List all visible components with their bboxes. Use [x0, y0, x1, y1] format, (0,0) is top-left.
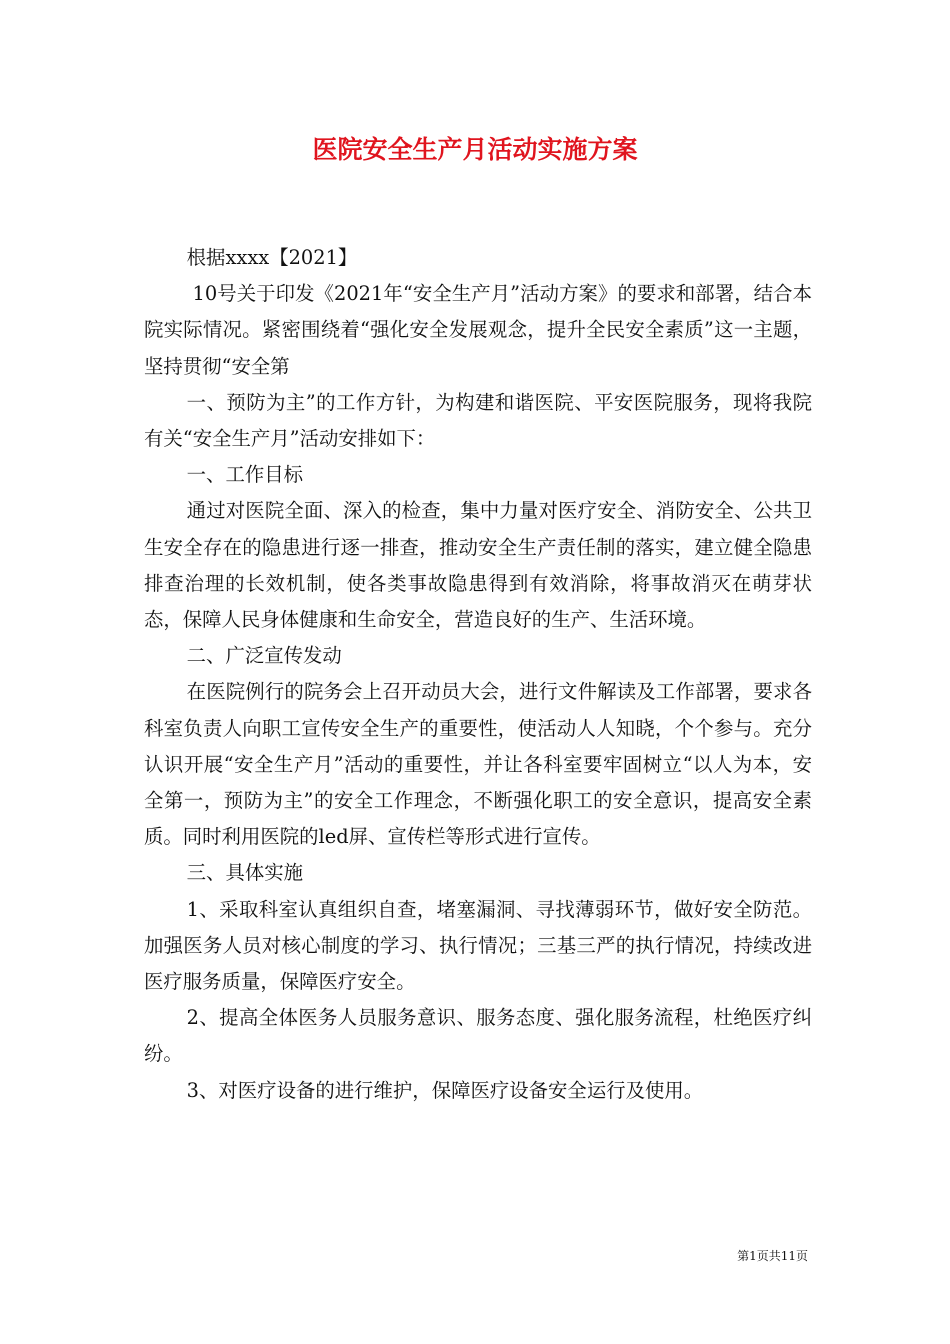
section-heading-publicity: 二、广泛宣传发动: [186, 644, 342, 668]
section-heading-goals: 一、工作目标: [186, 463, 304, 487]
list-item-implementation-2: 2、提高全体医务人员服务意识、服务态度、强化服务流程，杜绝医疗纠纷。: [144, 1006, 812, 1066]
list-item-implementation-1: 1、采取科室认真组织自查，堵塞漏洞、寻找薄弱环节，做好安全防范。加强医务人员对核心制度的学习、执行情况；三基三严的执行情况，持续改进医疗服务质量，保障医疗安全。: [144, 897, 812, 994]
page-number-footer: 第1页共11页: [737, 1249, 808, 1263]
list-item-implementation-3: 3、对医疗设备的进行维护，保障医疗设备安全运行及使用。: [186, 1078, 704, 1102]
paragraph-notice: 10号关于印发《2021年“安全生产月”活动方案》的要求和部署，结合本院实际情况。紧密围绕着“强化安全发展观念，提升全民安全素质”这一主题，坚持贯彻“安全第: [144, 282, 812, 378]
document-body: [144, 240, 812, 1109]
paragraph-principle: 一、预防为主”的工作方针，为构建和谐医院、平安医院服务，现将我院有关“安全生产月”活动安排如下：: [144, 390, 812, 451]
paragraph-publicity: 在医院例行的院务会上召开动员大会，进行文件解读及工作部署，要求各科室负责人向职工宣传安全生产的重要性，使活动人人知晓，个个参与。充分认识开展“安全生产月”活动的重要性，并让各科室要牢固树立“以人为本，安全第一，预防为主”的安全工作理念，不断强化职工的安全意识，提高安全素质。同时利用医院的led屏、宣传栏等形式进行宣传。: [144, 680, 812, 849]
paragraph-basis: 根据xxxx【2021】: [186, 246, 358, 269]
section-heading-implementation: 三、具体实施: [186, 861, 304, 885]
page-title: 医院安全生产月活动实施方案: [312, 135, 638, 164]
paragraph-goals: 通过对医院全面、深入的检查，集中力量对医疗安全、消防安全、公共卫生安全存在的隐患进行逐一排查，推动安全生产责任制的落实，建立健全隐患排查治理的长效机制，使各类事故隐患得到有效消除，将事故消灭在萌芽状态，保障人民身体健康和生命安全，营造良好的生产、生活环境。: [144, 499, 812, 632]
